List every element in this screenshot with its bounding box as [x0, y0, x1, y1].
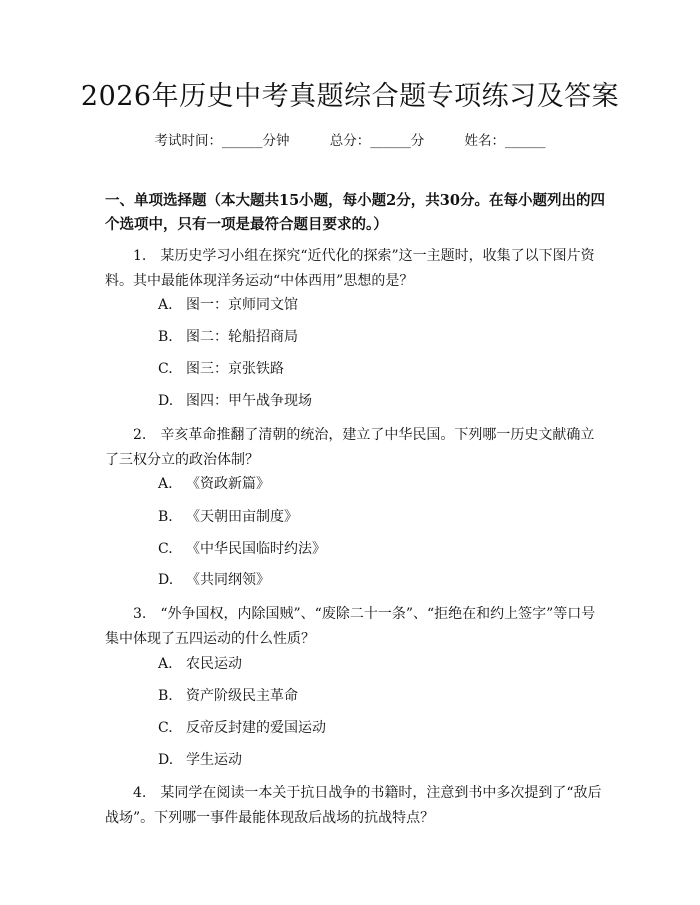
option-letter: B.: [158, 688, 173, 704]
option-letter: A.: [158, 476, 173, 492]
question-2-stem: 2. 辛亥革命推翻了清朝的统治，建立了中华民国。下列哪一历史文献确立了三权分立的政治体制？: [105, 427, 595, 468]
question-2-option-d: [158, 570, 588, 590]
option-letter: C.: [158, 541, 173, 557]
option-letter: D.: [158, 572, 174, 588]
question-3-option-b: [158, 686, 588, 706]
option-text: 图三：京张铁路: [186, 361, 284, 377]
option-text: 图二：轮船招商局: [186, 329, 298, 345]
option-letter: A.: [158, 656, 173, 672]
option-text: 学生运动: [186, 752, 242, 768]
question-1-option-a: [158, 295, 588, 315]
option-text: 农民运动: [186, 656, 242, 672]
option-text: 反帝反封建的爱国运动: [186, 720, 326, 736]
student-name-field: 姓名：______: [464, 133, 546, 149]
option-letter: C.: [158, 361, 173, 377]
question-3-stem: 3. “外争国权，内除国贼”、“废除二十一条”、“拒绝在和约上签字”等口号集中体现了五四运动的什么性质？: [105, 606, 596, 647]
total-score-field: 总分：______分: [329, 133, 425, 149]
option-text: 《中华民国临时约法》: [186, 541, 326, 557]
question-1-option-c: [158, 359, 588, 379]
question-3-option-a: [158, 654, 588, 674]
option-text: 图一：京师同文馆: [186, 297, 298, 313]
option-text: 《共同纲领》: [186, 572, 270, 588]
option-text: 资产阶级民主革命: [186, 688, 298, 704]
question-1-option-b: [158, 327, 588, 347]
exam-info-line: [0, 131, 700, 151]
page-title: 2026年历史中考真题综合题专项练习及答案: [80, 81, 620, 112]
option-text: 《资政新篇》: [186, 476, 270, 492]
question-2-option-c: [158, 539, 588, 559]
section-heading: 一、单项选择题（本大题共15小题，每小题2分，共30分。在每小题列出的四个选项中，只有一项是最符合题目要求的。）: [105, 192, 605, 233]
option-letter: D.: [158, 752, 174, 768]
question-1-stem: 1. 某历史学习小组在探究“近代化的探索”这一主题时，收集了以下图片资料。其中最能体现洋务运动“中体西用”思想的是？: [105, 248, 595, 289]
option-letter: A.: [158, 297, 173, 313]
question-4-stem: 4. 某同学在阅读一本关于抗日战争的书籍时，注意到书中多次提到了“敌后战场”。下列哪一事件最能体现敌后战场的抗战特点？: [105, 785, 602, 826]
option-text: 《天朝田亩制度》: [186, 509, 298, 525]
question-3-option-c: [158, 718, 588, 738]
option-letter: D.: [158, 393, 174, 409]
question-2-option-a: [158, 474, 588, 494]
question-1-option-d: [158, 391, 588, 411]
option-letter: B.: [158, 329, 173, 345]
question-2-option-b: [158, 507, 588, 527]
option-letter: C.: [158, 720, 173, 736]
option-text: 图四：甲午战争现场: [186, 393, 312, 409]
option-letter: B.: [158, 509, 173, 525]
question-3-option-d: [158, 750, 588, 770]
exam-time-field: 考试时间：______分钟: [154, 133, 290, 149]
